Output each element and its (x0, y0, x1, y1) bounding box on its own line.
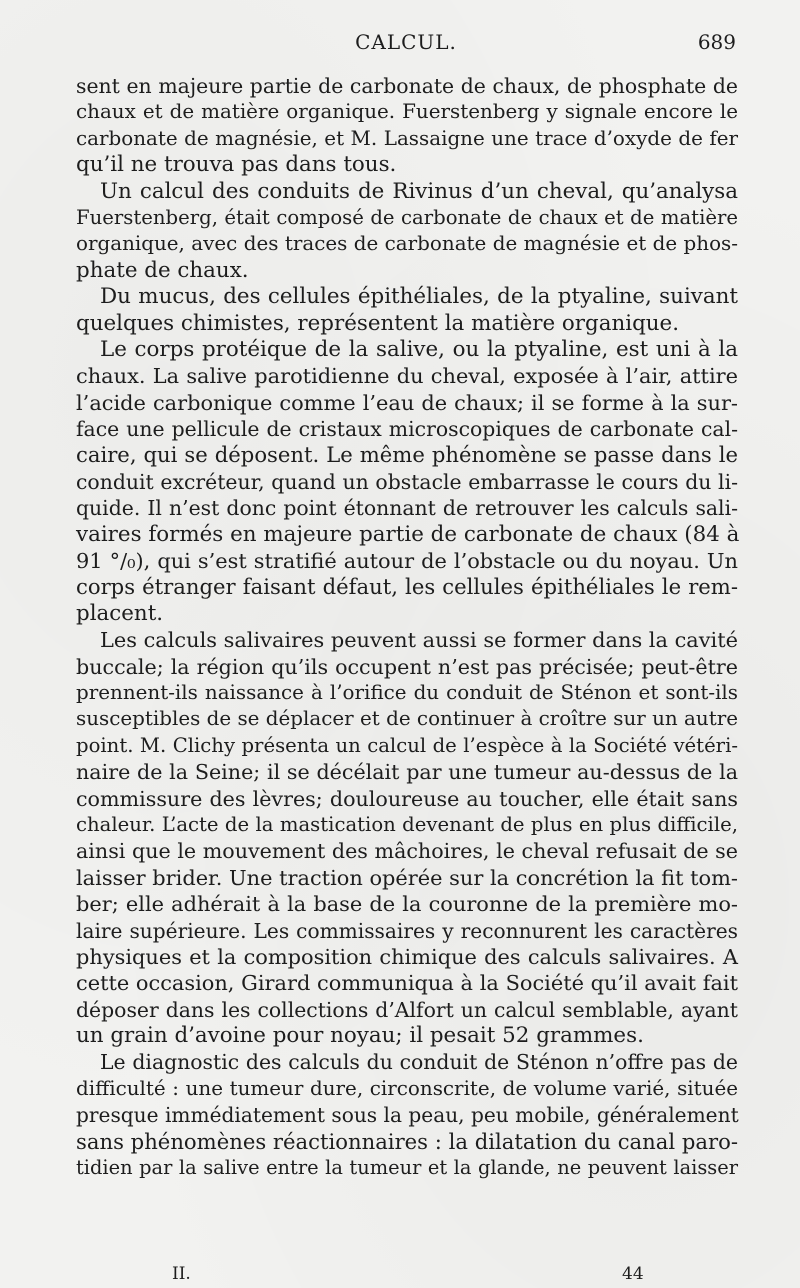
text-line: un grain d’avoine pour noyau; il pesait 52 grammes. (76, 1023, 644, 1049)
page-header (76, 30, 736, 60)
page-footer (76, 1264, 738, 1286)
text-line: déposer dans les collections d’Alfort un calcul semblable, ayant (76, 997, 738, 1022)
text-line: corps étranger faisant défaut, les cellules épithéliales le rem- (76, 574, 738, 600)
text-line: Du mucus, des cellules épithéliales, de la ptyaline, suivant (100, 284, 738, 310)
text-line: sans phénomènes réactionnaires : la dilatation du canal paro- (76, 1128, 738, 1154)
text-line: commissure des lèvres; douloureuse au toucher, elle était sans (76, 786, 738, 811)
text-line: organique, avec des traces de carbonate de magnésie et de phos- (76, 232, 738, 256)
text-line: chaleur. L’acte de la mastication devenant de plus en plus difficile, (76, 812, 738, 836)
text-line: Le corps protéique de la salive, ou la ptyaline, est uni à la (100, 336, 738, 362)
text-line: prennent-ils naissance à l’orifice du conduit de Sténon et sont-ils (76, 680, 738, 704)
text-line: cette occasion, Girard communiqua à la Société qu’il avait fait (76, 971, 738, 996)
text-line: quelques chimistes, représentent la matière organique. (76, 310, 680, 336)
text-line: caire, qui se déposent. Le même phénomène se passe dans le (76, 442, 738, 468)
text-line: chaux et de matière organique. Fuerstenberg y signale encore le (76, 100, 738, 124)
text-line: susceptibles de se déplacer et de continuer à croître sur un autre (76, 707, 738, 731)
running-head: CALCUL. (355, 30, 457, 54)
text-line: tidien par la salive entre la tumeur et la glande, ne peuvent laisser (76, 1156, 738, 1180)
text-line: presque immédiatement sous la peau, peu mobile, généralement (76, 1103, 739, 1128)
text-line: laire supérieure. Les commissaires y reconnurent les caractères (76, 918, 738, 943)
text-line: 91 °/₀), qui s’est stratifié autour de l’obstacle ou du noyau. Un (76, 549, 738, 574)
text-line: ber; elle adhérait à la base de la couronne de la première mo- (76, 892, 738, 917)
text-line: phate de chaux. (76, 257, 249, 283)
text-line: conduit excréteur, quand un obstacle embarrasse le cours du li- (76, 469, 738, 494)
text-line: chaux. La salive parotidienne du cheval, exposée à l’air, attire (76, 364, 738, 389)
body-text (76, 73, 738, 1181)
text-line: l’acide carbonique comme l’eau de chaux; il se forme à la sur- (76, 390, 738, 415)
text-line: point. M. Clichy présenta un calcul de l’espèce à la Société vétéri- (76, 733, 738, 757)
text-line: laisser brider. Une traction opérée sur la concrétion la fit tom- (76, 865, 738, 890)
text-line: qu’il ne trouva pas dans tous. (76, 152, 397, 178)
signature-mark: II. (172, 1264, 191, 1284)
text-line: vaires formés en majeure partie de carbonate de chaux (84 à (76, 521, 740, 547)
text-line: carbonate de magnésie, et M. Lassaigne une trace d’oxyde de fer (76, 126, 738, 150)
text-line: face une pellicule de cristaux microscopiques de carbonate cal- (76, 417, 738, 442)
text-line: Le diagnostic des calculs du conduit de Sténon n’offre pas de (100, 1050, 738, 1075)
sheet-number: 44 (622, 1264, 644, 1284)
text-line: buccale; la région qu’ils occupent n’est pas précisée; peut-être (76, 654, 738, 679)
text-line: Les calculs salivaires peuvent aussi se former dans la cavité (100, 628, 738, 653)
text-line: ainsi que le mouvement des mâchoires, le cheval refusait de se (76, 839, 738, 864)
text-line: physiques et la composition chimique des calculs salivaires. A (76, 944, 738, 969)
text-line: placent. (76, 600, 164, 626)
text-line: sent en majeure partie de carbonate de chaux, de phosphate de (76, 74, 738, 98)
text-line: difficulté : une tumeur dure, circonscrite, de volume varié, située (76, 1076, 738, 1100)
page-number: 689 (697, 30, 736, 54)
text-line: Un calcul des conduits de Rivinus d’un cheval, qu’analysa (100, 178, 738, 204)
text-line: quide. Il n’est donc point étonnant de retrouver les calculs sali- (76, 496, 738, 521)
text-line: Fuerstenberg, était composé de carbonate de chaux et de matière (76, 205, 738, 229)
text-line: naire de la Seine; il se décélait par une tumeur au-dessus de la (76, 760, 738, 785)
